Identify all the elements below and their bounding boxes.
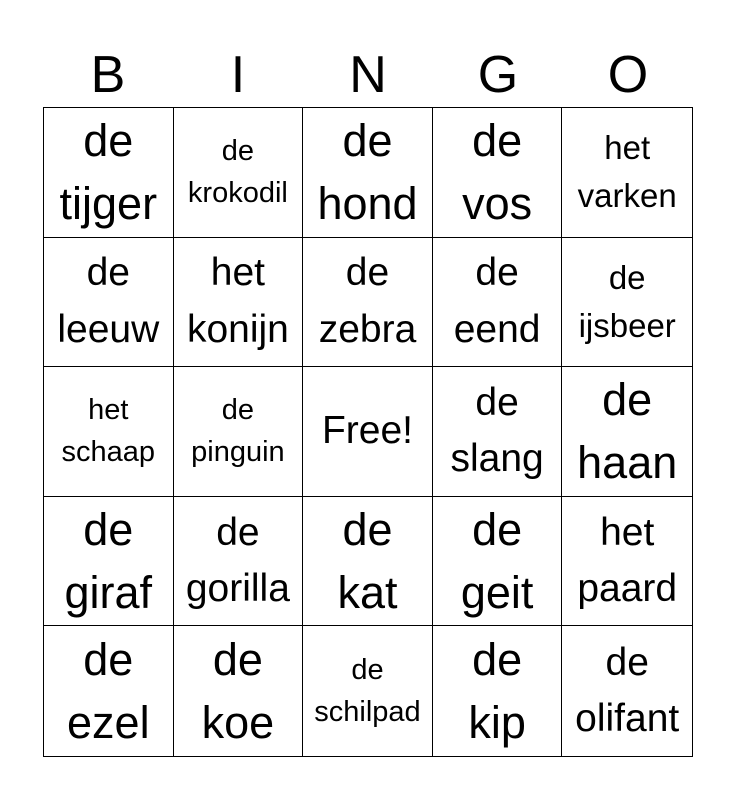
header-letter-b: B [90,46,126,104]
bingo-cell[interactable] [44,367,174,497]
bingo-cell[interactable] [562,108,692,238]
bingo-cell[interactable] [174,497,304,627]
cell-label: de eend [453,251,541,351]
cell-label: de gorilla [185,510,290,611]
bingo-board [43,107,693,757]
bingo-cell[interactable] [562,238,692,368]
bingo-cell[interactable] [562,626,692,756]
header-letter-g: G [477,46,519,104]
cell-label: de schilpad [314,654,421,729]
bingo-cell[interactable] [433,497,563,627]
bingo-cell[interactable] [44,108,174,238]
free-space-cell[interactable] [303,367,433,497]
cell-label: de haan [577,374,678,489]
free-space-label: Free! [321,409,413,453]
bingo-cell[interactable] [44,497,174,627]
bingo-cell[interactable] [562,497,692,627]
bingo-cell[interactable] [44,238,174,368]
cell-label: de geit [460,504,534,619]
cell-label: de kip [468,634,526,749]
cell-label: de kat [337,504,398,619]
bingo-cell[interactable] [174,367,304,497]
cell-label: de olifant [575,640,680,741]
bingo-cell[interactable] [303,497,433,627]
cell-label: de giraf [64,504,153,619]
bingo-cell[interactable] [44,626,174,756]
cell-label: de hond [317,115,418,230]
bingo-cell[interactable] [433,238,563,368]
bingo-cell[interactable] [433,108,563,238]
bingo-cell[interactable] [562,367,692,497]
bingo-cell[interactable] [303,238,433,368]
cell-label: het varken [577,129,677,215]
cell-label: het konijn [186,251,289,351]
bingo-cell[interactable] [174,238,304,368]
cell-label: de ijsbeer [578,259,676,344]
header-letter-i: I [230,46,246,104]
cell-label: de slang [450,380,544,481]
cell-label: het schaap [61,394,156,469]
cell-label: de krokodil [187,135,288,210]
bingo-header [43,42,693,108]
bingo-cell[interactable] [433,367,563,497]
cell-label: de leeuw [57,251,160,351]
bingo-cell[interactable] [174,626,304,756]
cell-label: de ezel [67,634,150,749]
cell-label: de zebra [318,251,417,351]
cell-label: de pinguin [191,394,285,469]
bingo-cell[interactable] [433,626,563,756]
bingo-cell[interactable] [174,108,304,238]
cell-label: de vos [462,115,533,230]
header-letter-n: N [349,46,387,104]
bingo-cell[interactable] [303,626,433,756]
cell-label: de tijger [59,115,158,230]
cell-label: het paard [577,510,678,611]
cell-label: de koe [201,634,275,749]
bingo-cell[interactable] [303,108,433,238]
header-letter-o: O [607,46,649,104]
